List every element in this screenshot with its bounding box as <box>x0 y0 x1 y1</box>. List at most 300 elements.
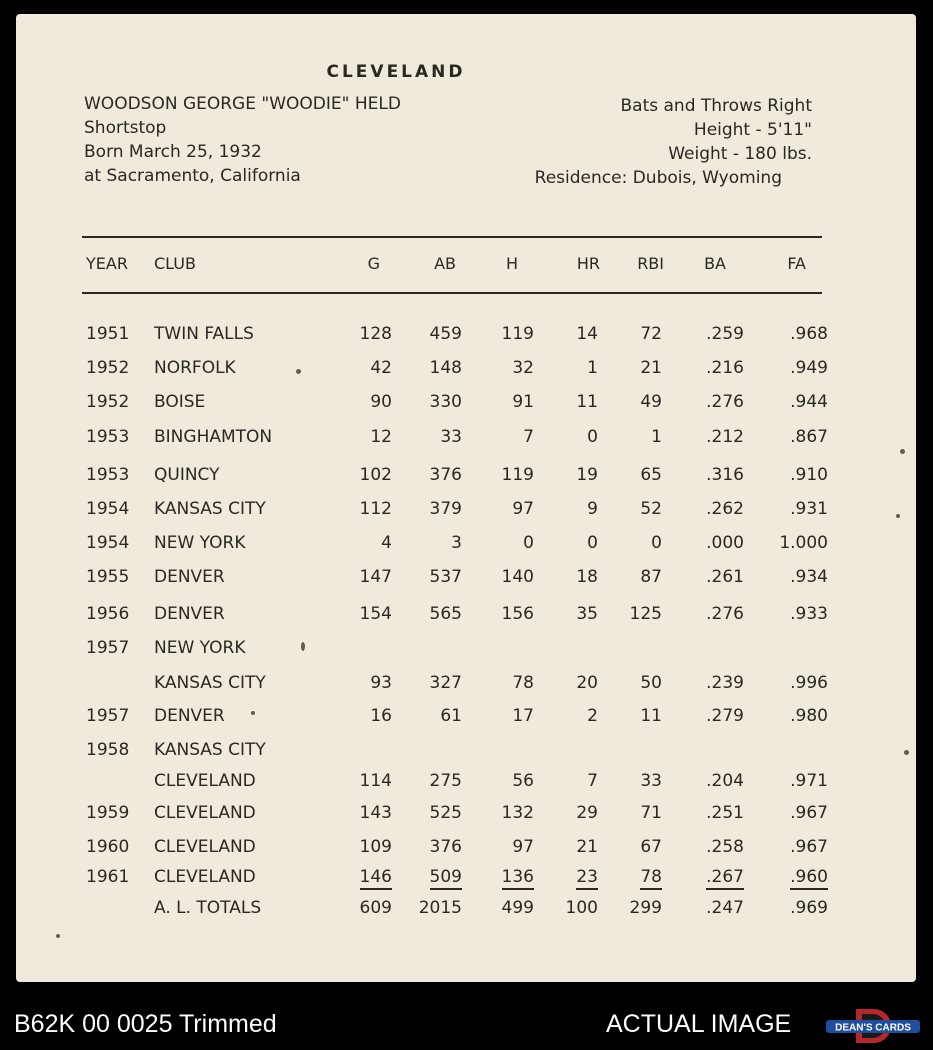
cell-club <box>154 358 236 378</box>
player-residence: Residence: Dubois, Wyoming <box>534 168 782 188</box>
stats-header <box>16 254 916 278</box>
cell-hr <box>556 771 598 791</box>
cell-year-value: 1954 <box>86 533 130 553</box>
header-ba: BA <box>704 254 726 273</box>
cell-rbi-value: 125 <box>629 604 662 624</box>
cell-rbi-value: 65 <box>640 465 662 485</box>
cell-ab-value: 275 <box>429 771 462 791</box>
cell-year <box>86 740 129 760</box>
player-info <box>84 92 401 188</box>
cell-fa-value: .971 <box>790 771 828 791</box>
wear-speck <box>56 934 60 938</box>
cell-ab <box>406 604 462 624</box>
cell-g <box>346 604 392 624</box>
cell-year-value: 1951 <box>86 324 130 344</box>
cell-ba <box>686 706 744 726</box>
cell-club-value: NORFOLK <box>154 358 236 378</box>
cell-year <box>86 324 129 344</box>
cell-h-value: 78 <box>512 673 534 693</box>
cell-fa <box>758 427 828 447</box>
cell-club-value: KANSAS CITY <box>154 740 266 760</box>
cell-h <box>486 567 534 587</box>
table-row <box>16 740 916 764</box>
cell-hr-value: 23 <box>576 867 598 890</box>
cell-hr-value: 9 <box>587 499 598 519</box>
cell-g-value: 12 <box>370 427 392 447</box>
cell-club-value: CLEVELAND <box>154 803 256 823</box>
cell-g <box>346 358 392 378</box>
wear-speck <box>301 642 305 651</box>
logo-text: DEAN'S CARDS <box>835 1022 911 1034</box>
cell-ba-value: .259 <box>706 324 744 344</box>
cell-h <box>486 706 534 726</box>
cell-g <box>346 392 392 412</box>
cell-ba <box>686 465 744 485</box>
cell-fa <box>758 533 828 553</box>
cell-ab <box>406 706 462 726</box>
cell-h <box>486 533 534 553</box>
cell-rbi <box>616 465 662 485</box>
cell-club-value: CLEVELAND <box>154 771 256 791</box>
cell-club-value: TWIN FALLS <box>154 324 254 344</box>
cell-ab <box>406 465 462 485</box>
cell-club-value: DENVER <box>154 604 225 624</box>
table-row <box>16 567 916 591</box>
cell-g <box>346 771 392 791</box>
cell-ba <box>686 499 744 519</box>
cell-g-value: 143 <box>359 803 392 823</box>
cell-hr <box>556 324 598 344</box>
cell-year-value: 1960 <box>86 837 130 857</box>
table-row <box>16 358 916 382</box>
cell-g <box>346 837 392 857</box>
cell-fa-value: .960 <box>790 867 828 890</box>
cell-h-value: 7 <box>523 427 534 447</box>
header-rbi: RBI <box>637 254 664 273</box>
cell-hr-value: 100 <box>565 898 598 918</box>
actual-image-label: ACTUAL IMAGE <box>606 1010 792 1038</box>
cell-hr-value: 14 <box>576 324 598 344</box>
cell-ab <box>406 673 462 693</box>
cell-ab-value: 330 <box>429 392 462 412</box>
cell-hr <box>556 706 598 726</box>
cell-rbi <box>616 358 662 378</box>
cell-fa-value: .967 <box>790 837 828 857</box>
cell-ba <box>686 427 744 447</box>
player-born: Born March 25, 1932 <box>84 142 262 162</box>
cell-club-value: DENVER <box>154 567 225 587</box>
cell-rbi <box>616 533 662 553</box>
table-row <box>16 604 916 628</box>
cell-ba-value: .262 <box>706 499 744 519</box>
cell-ba <box>686 673 744 693</box>
header-hr: HR <box>576 254 600 273</box>
cell-fa <box>758 567 828 587</box>
cell-club <box>154 898 261 918</box>
cell-g-value: 147 <box>359 567 392 587</box>
cell-fa-value: 1.000 <box>779 533 828 553</box>
cell-club-value: KANSAS CITY <box>154 673 266 693</box>
cell-rbi-value: 1 <box>651 427 662 447</box>
cell-fa <box>758 673 828 693</box>
cell-ab-value: 525 <box>429 803 462 823</box>
cell-ba-value: .251 <box>706 803 744 823</box>
cell-club <box>154 803 256 823</box>
cell-hr-value: 2 <box>587 706 598 726</box>
cell-g <box>346 803 392 823</box>
wear-speck <box>251 711 255 715</box>
cell-ab-value: 61 <box>440 706 462 726</box>
listing-footer <box>0 1006 933 1050</box>
cell-rbi <box>616 803 662 823</box>
cell-ab-value: 376 <box>429 465 462 485</box>
cell-h <box>486 427 534 447</box>
cell-hr <box>556 604 598 624</box>
cell-ab <box>406 771 462 791</box>
cell-hr-value: 11 <box>576 392 598 412</box>
cell-fa <box>758 324 828 344</box>
cell-ba-value: .261 <box>706 567 744 587</box>
table-row <box>16 324 916 348</box>
cell-year <box>86 358 129 378</box>
cell-year-value: 1958 <box>86 740 130 760</box>
cell-g-value: 16 <box>370 706 392 726</box>
cell-year-value: 1953 <box>86 465 130 485</box>
cell-g-value: 609 <box>359 898 392 918</box>
cell-h <box>486 465 534 485</box>
cell-hr-value: 21 <box>576 837 598 857</box>
deans-cards-logo <box>826 1006 920 1046</box>
cell-h <box>486 771 534 791</box>
cell-h-value: 119 <box>501 465 534 485</box>
listing-id: B62K 00 0025 Trimmed <box>14 1010 277 1038</box>
header-h: H <box>505 254 518 273</box>
cell-g-value: 114 <box>359 771 392 791</box>
cell-year <box>86 499 129 519</box>
cell-fa <box>758 392 828 412</box>
cell-ba-value: .204 <box>706 771 744 791</box>
cell-club-value: BOISE <box>154 392 206 412</box>
cell-ba <box>686 898 744 918</box>
player-height: Height - 5'11" <box>693 120 812 140</box>
cell-ba <box>686 324 744 344</box>
cell-club-value: NEW YORK <box>154 638 246 658</box>
wear-speck <box>900 449 905 454</box>
cell-hr-value: 19 <box>576 465 598 485</box>
cell-hr <box>556 867 598 890</box>
cell-h-value: 156 <box>501 604 534 624</box>
cell-rbi-value: 67 <box>640 837 662 857</box>
cell-year <box>86 867 129 887</box>
cell-ab <box>406 837 462 857</box>
cell-hr <box>556 358 598 378</box>
cell-club <box>154 706 225 726</box>
cell-fa-value: .968 <box>790 324 828 344</box>
cell-ba-value: .212 <box>706 427 744 447</box>
table-row <box>16 465 916 489</box>
cell-year <box>86 604 129 624</box>
cell-rbi <box>616 392 662 412</box>
cell-year <box>86 427 129 447</box>
cell-ab <box>406 567 462 587</box>
table-row <box>16 638 916 662</box>
cell-hr-value: 1 <box>587 358 598 378</box>
cell-h <box>486 673 534 693</box>
cell-rbi-value: 87 <box>640 567 662 587</box>
cell-fa-value: .996 <box>790 673 828 693</box>
cell-rbi-value: 11 <box>640 706 662 726</box>
table-row <box>16 533 916 557</box>
cell-club <box>154 427 272 447</box>
cell-h-value: 91 <box>512 392 534 412</box>
cell-fa <box>758 706 828 726</box>
cell-rbi-value: 0 <box>651 533 662 553</box>
cell-club <box>154 604 225 624</box>
cell-club <box>154 465 220 485</box>
cell-fa <box>758 803 828 823</box>
cell-rbi-value: 299 <box>629 898 662 918</box>
cell-ab-value: 376 <box>429 837 462 857</box>
cell-ab <box>406 392 462 412</box>
cell-rbi <box>616 867 662 890</box>
baseball-card-back <box>16 14 916 982</box>
header-club: CLUB <box>154 254 196 273</box>
cell-club <box>154 392 205 412</box>
wear-speck <box>296 369 301 374</box>
cell-hr-value: 0 <box>587 427 598 447</box>
cell-club <box>154 499 266 519</box>
cell-year <box>86 638 129 658</box>
cell-club <box>154 324 254 344</box>
cell-ba-value: .276 <box>706 392 744 412</box>
cell-club-value: CLEVELAND <box>154 867 256 887</box>
cell-hr <box>556 392 598 412</box>
cell-year-value: 1957 <box>86 706 130 726</box>
cell-rbi <box>616 567 662 587</box>
cell-rbi-value: 71 <box>640 803 662 823</box>
cell-year-value: 1955 <box>86 567 130 587</box>
cell-year-value: 1957 <box>86 638 130 658</box>
cell-rbi <box>616 604 662 624</box>
cell-club <box>154 533 245 553</box>
cell-ba <box>686 533 744 553</box>
cell-ab <box>406 533 462 553</box>
table-row <box>16 837 916 861</box>
cell-club-value: A. L. TOTALS <box>154 898 262 918</box>
cell-g <box>346 427 392 447</box>
cell-fa <box>758 837 828 857</box>
cell-h-value: 32 <box>512 358 534 378</box>
cell-g-value: 42 <box>370 358 392 378</box>
header-rule <box>82 292 822 294</box>
table-row <box>16 706 916 730</box>
cell-g <box>346 867 392 890</box>
cell-year <box>86 837 129 857</box>
cell-ab <box>406 324 462 344</box>
cell-year-value: 1952 <box>86 392 130 412</box>
cell-g-value: 90 <box>370 392 392 412</box>
cell-h-value: 97 <box>512 499 534 519</box>
cell-rbi-value: 72 <box>640 324 662 344</box>
cell-rbi-value: 52 <box>640 499 662 519</box>
cell-club <box>154 740 266 760</box>
cell-ba-value: .000 <box>706 533 744 553</box>
cell-ab <box>406 898 462 918</box>
cell-rbi <box>616 427 662 447</box>
cell-fa-value: .949 <box>790 358 828 378</box>
cell-g <box>346 567 392 587</box>
cell-g <box>346 673 392 693</box>
cell-rbi-value: 49 <box>640 392 662 412</box>
cell-hr-value: 20 <box>576 673 598 693</box>
cell-fa-value: .931 <box>790 499 828 519</box>
cell-ba-value: .276 <box>706 604 744 624</box>
cell-h <box>486 392 534 412</box>
cell-g <box>346 898 392 918</box>
cell-club <box>154 673 266 693</box>
cell-hr <box>556 803 598 823</box>
cell-g-value: 112 <box>359 499 392 519</box>
cell-h-value: 0 <box>523 533 534 553</box>
cell-h <box>486 499 534 519</box>
cell-club <box>154 837 256 857</box>
cell-ab <box>406 427 462 447</box>
cell-g-value: 109 <box>359 837 392 857</box>
cell-rbi-value: 50 <box>640 673 662 693</box>
cell-h-value: 56 <box>512 771 534 791</box>
table-row <box>16 771 916 795</box>
cell-ab-value: 327 <box>429 673 462 693</box>
table-row <box>16 392 916 416</box>
cell-h <box>486 324 534 344</box>
cell-g-value: 128 <box>359 324 392 344</box>
cell-fa-value: .910 <box>790 465 828 485</box>
cell-fa <box>758 898 828 918</box>
cell-hr <box>556 499 598 519</box>
cell-club-value: BINGHAMTON <box>154 427 273 447</box>
cell-rbi <box>616 706 662 726</box>
player-birthplace: at Sacramento, California <box>84 166 301 186</box>
cell-g <box>346 324 392 344</box>
cell-h <box>486 867 534 890</box>
cell-rbi-value: 78 <box>640 867 662 890</box>
cell-g-value: 93 <box>370 673 392 693</box>
cell-hr-value: 18 <box>576 567 598 587</box>
cell-h-value: 140 <box>501 567 534 587</box>
table-row <box>16 803 916 827</box>
cell-fa <box>758 604 828 624</box>
cell-ab-value: 3 <box>451 533 462 553</box>
table-row <box>16 898 916 922</box>
cell-rbi <box>616 499 662 519</box>
cell-fa-value: .980 <box>790 706 828 726</box>
cell-h <box>486 898 534 918</box>
cell-fa <box>758 771 828 791</box>
cell-rbi <box>616 771 662 791</box>
cell-fa-value: .944 <box>790 392 828 412</box>
cell-ba <box>686 867 744 890</box>
cell-ab-value: 33 <box>440 427 462 447</box>
cell-hr <box>556 465 598 485</box>
cell-year-value: 1956 <box>86 604 130 624</box>
top-rule <box>82 236 822 238</box>
cell-ba-value: .316 <box>706 465 744 485</box>
cell-h-value: 132 <box>501 803 534 823</box>
cell-g <box>346 465 392 485</box>
cell-ba-value: .239 <box>706 673 744 693</box>
cell-rbi-value: 33 <box>640 771 662 791</box>
cell-ba-value: .247 <box>706 898 744 918</box>
cell-ba-value: .279 <box>706 706 744 726</box>
cell-year-value: 1954 <box>86 499 130 519</box>
bats-throws: Bats and Throws Right <box>620 96 812 116</box>
cell-ba <box>686 392 744 412</box>
cell-year <box>86 706 129 726</box>
cell-ba <box>686 604 744 624</box>
cell-ab <box>406 358 462 378</box>
cell-ab-value: 537 <box>429 567 462 587</box>
cell-fa <box>758 465 828 485</box>
cell-year-value: 1952 <box>86 358 130 378</box>
cell-g-value: 154 <box>359 604 392 624</box>
cell-ab-value: 509 <box>430 867 462 890</box>
cell-club <box>154 771 256 791</box>
cell-hr <box>556 533 598 553</box>
cell-year-value: 1953 <box>86 427 130 447</box>
cell-ba <box>686 837 744 857</box>
cell-g-value: 102 <box>359 465 392 485</box>
cell-g-value: 4 <box>381 533 392 553</box>
cell-club <box>154 638 245 658</box>
cell-h-value: 97 <box>512 837 534 857</box>
cell-hr <box>556 567 598 587</box>
cell-club-value: CLEVELAND <box>154 837 256 857</box>
cell-g <box>346 499 392 519</box>
header-ab: AB <box>434 254 456 273</box>
cell-hr-value: 35 <box>576 604 598 624</box>
cell-ab-value: 565 <box>429 604 462 624</box>
cell-rbi <box>616 673 662 693</box>
cell-club <box>154 567 225 587</box>
wear-speck <box>896 514 900 518</box>
cell-club-value: KANSAS CITY <box>154 499 266 519</box>
table-row <box>16 499 916 523</box>
cell-ab <box>406 867 462 890</box>
cell-year <box>86 533 129 553</box>
cell-h <box>486 358 534 378</box>
cell-fa <box>758 499 828 519</box>
cell-ba <box>686 803 744 823</box>
cell-g <box>346 533 392 553</box>
cell-ba <box>686 567 744 587</box>
cell-rbi <box>616 324 662 344</box>
cell-rbi <box>616 898 662 918</box>
header-g: G <box>367 254 380 273</box>
cell-year <box>86 465 129 485</box>
cell-fa <box>758 358 828 378</box>
cell-fa-value: .967 <box>790 803 828 823</box>
header-fa: FA <box>787 254 806 273</box>
cell-ab-value: 459 <box>429 324 462 344</box>
cell-h-value: 17 <box>512 706 534 726</box>
cell-h <box>486 604 534 624</box>
header-year: YEAR <box>86 254 128 273</box>
cell-fa-value: .969 <box>790 898 828 918</box>
cell-h-value: 136 <box>502 867 534 890</box>
cell-ab-value: 2015 <box>418 898 462 918</box>
cell-fa-value: .867 <box>790 427 828 447</box>
cell-fa <box>758 867 828 890</box>
